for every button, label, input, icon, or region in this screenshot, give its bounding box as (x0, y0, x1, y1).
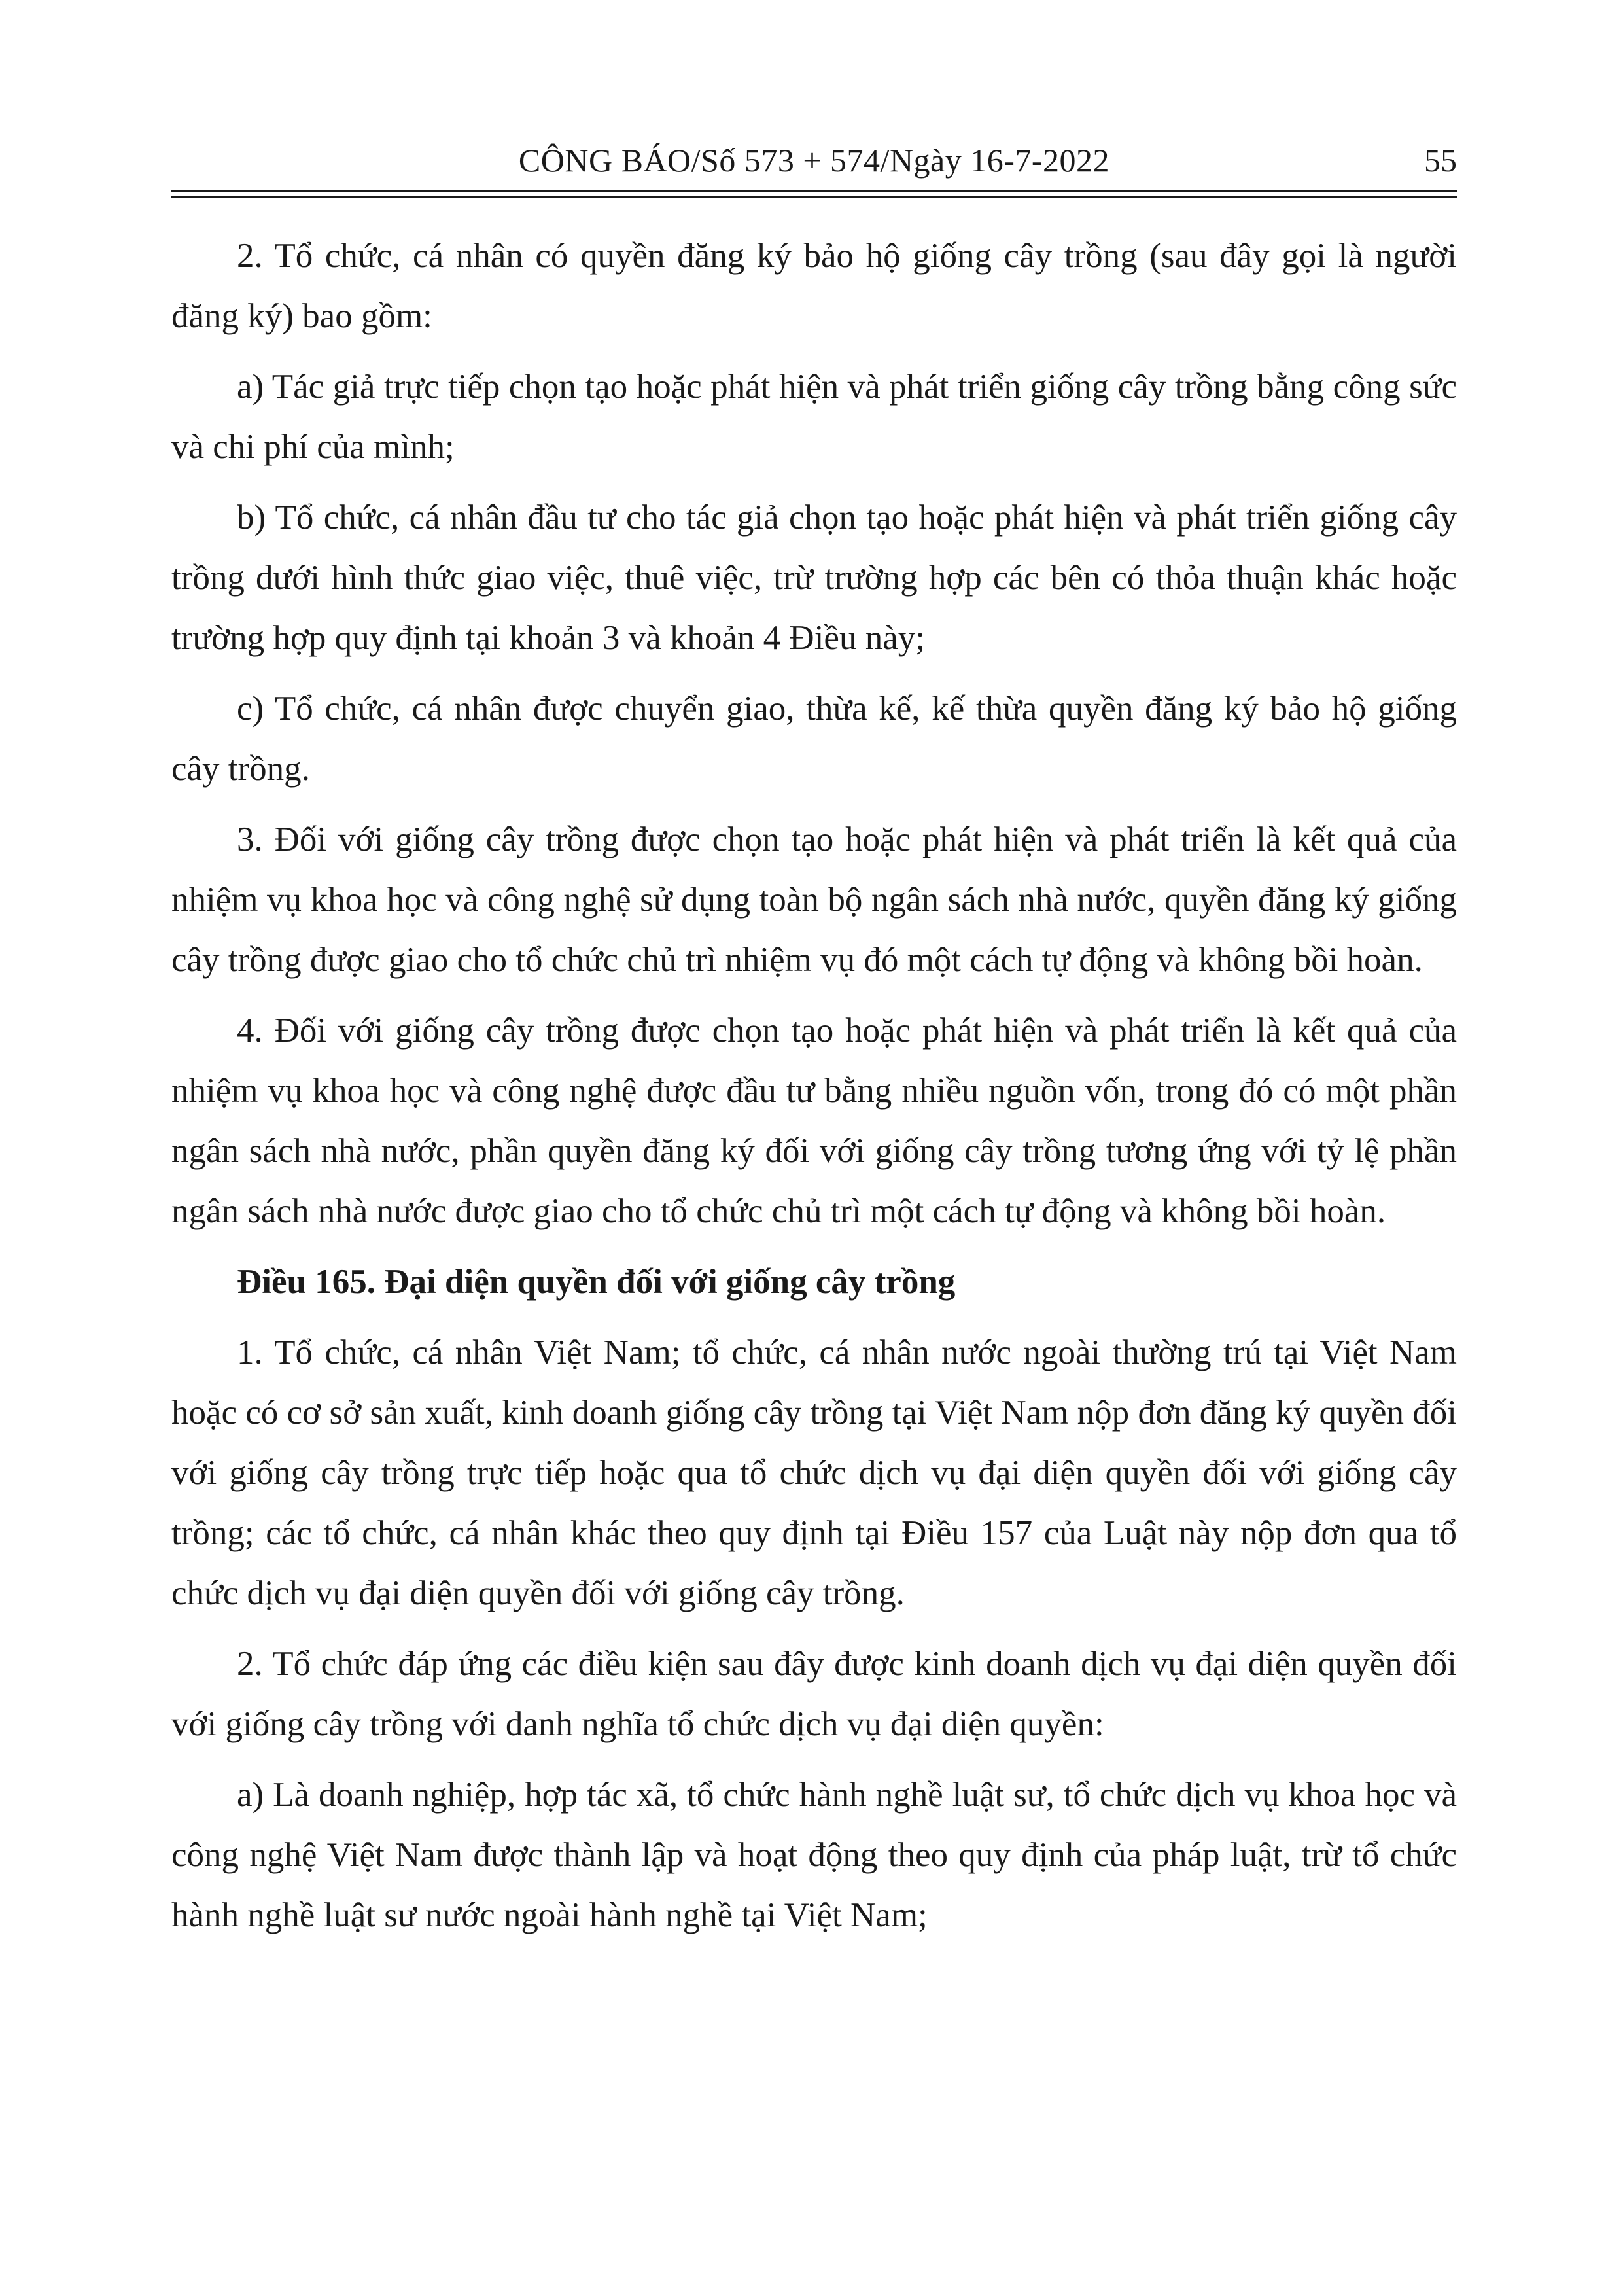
paragraph-clause-3: 3. Đối với giống cây trồng được chọn tạo hoặc phát hiện và phát triển là kết quả của nhiệm vụ khoa học và công nghệ sử dụng toàn bộ ngân sách nhà nước, quyền đăng ký giống cây trồng được giao cho tổ chức chủ trì nhiệm vụ đó một cách tự động và không bồi hoàn. (171, 821, 1457, 979)
page-header (171, 134, 1457, 186)
header-rule-top (171, 190, 1457, 192)
paragraph-point-c: c) Tổ chức, cá nhân được chuyển giao, thừa kế, kế thừa quyền đăng ký bảo hộ giống cây trồng. (171, 690, 1457, 788)
document-body (171, 226, 1457, 1956)
page-number: 55 (1424, 142, 1457, 179)
paragraph-article-165-clause-2: 2. Tổ chức đáp ứng các điều kiện sau đây được kinh doanh dịch vụ đại diện quyền đối với giống cây trồng với danh nghĩa tổ chức dịch vụ đại diện quyền: (171, 1645, 1457, 1743)
paragraph-point-a: a) Tác giả trực tiếp chọn tạo hoặc phát hiện và phát triển giống cây trồng bằng công sức và chi phí của mình; (171, 368, 1457, 466)
article-165-heading: Điều 165. Đại diện quyền đối với giống cây trồng (237, 1263, 956, 1301)
paragraph-article-165-point-a: a) Là doanh nghiệp, hợp tác xã, tổ chức hành nghề luật sư, tổ chức dịch vụ khoa học và công nghệ Việt Nam được thành lập và hoạt động theo quy định của pháp luật, trừ tổ chức hành nghề luật sư nước ngoài hành nghề tại Việt Nam; (171, 1776, 1457, 1934)
gazette-header-title: CÔNG BÁO/Số 573 + 574/Ngày 16-7-2022 (518, 142, 1110, 179)
paragraph-clause-4: 4. Đối với giống cây trồng được chọn tạo hoặc phát hiện và phát triển là kết quả của nhiệm vụ khoa học và công nghệ được đầu tư bằng nhiều nguồn vốn, trong đó có một phần ngân sách nhà nước, phần quyền đăng ký đối với giống cây trồng tương ứng với tỷ lệ phần ngân sách nhà nước được giao cho tổ chức chủ trì một cách tự động và không bồi hoàn. (171, 1012, 1457, 1230)
paragraph-article-165-clause-1: 1. Tổ chức, cá nhân Việt Nam; tổ chức, cá nhân nước ngoài thường trú tại Việt Nam hoặc có cơ sở sản xuất, kinh doanh giống cây trồng tại Việt Nam nộp đơn đăng ký quyền đối với giống cây trồng trực tiếp hoặc qua tổ chức dịch vụ đại diện quyền đối với giống cây trồng; các tổ chức, cá nhân khác theo quy định tại Điều 157 của Luật này nộp đơn qua tổ chức dịch vụ đại diện quyền đối với giống cây trồng. (171, 1333, 1457, 1612)
header-rule-bottom (171, 196, 1457, 198)
paragraph-point-b: b) Tổ chức, cá nhân đầu tư cho tác giả chọn tạo hoặc phát hiện và phát triển giống cây trồng dưới hình thức giao việc, thuê việc, trừ trường hợp các bên có thỏa thuận khác hoặc trường hợp quy định tại khoản 3 và khoản 4 Điều này; (171, 499, 1457, 657)
paragraph-clause-2: 2. Tổ chức, cá nhân có quyền đăng ký bảo hộ giống cây trồng (sau đây gọi là người đăng ký) bao gồm: (171, 237, 1457, 335)
